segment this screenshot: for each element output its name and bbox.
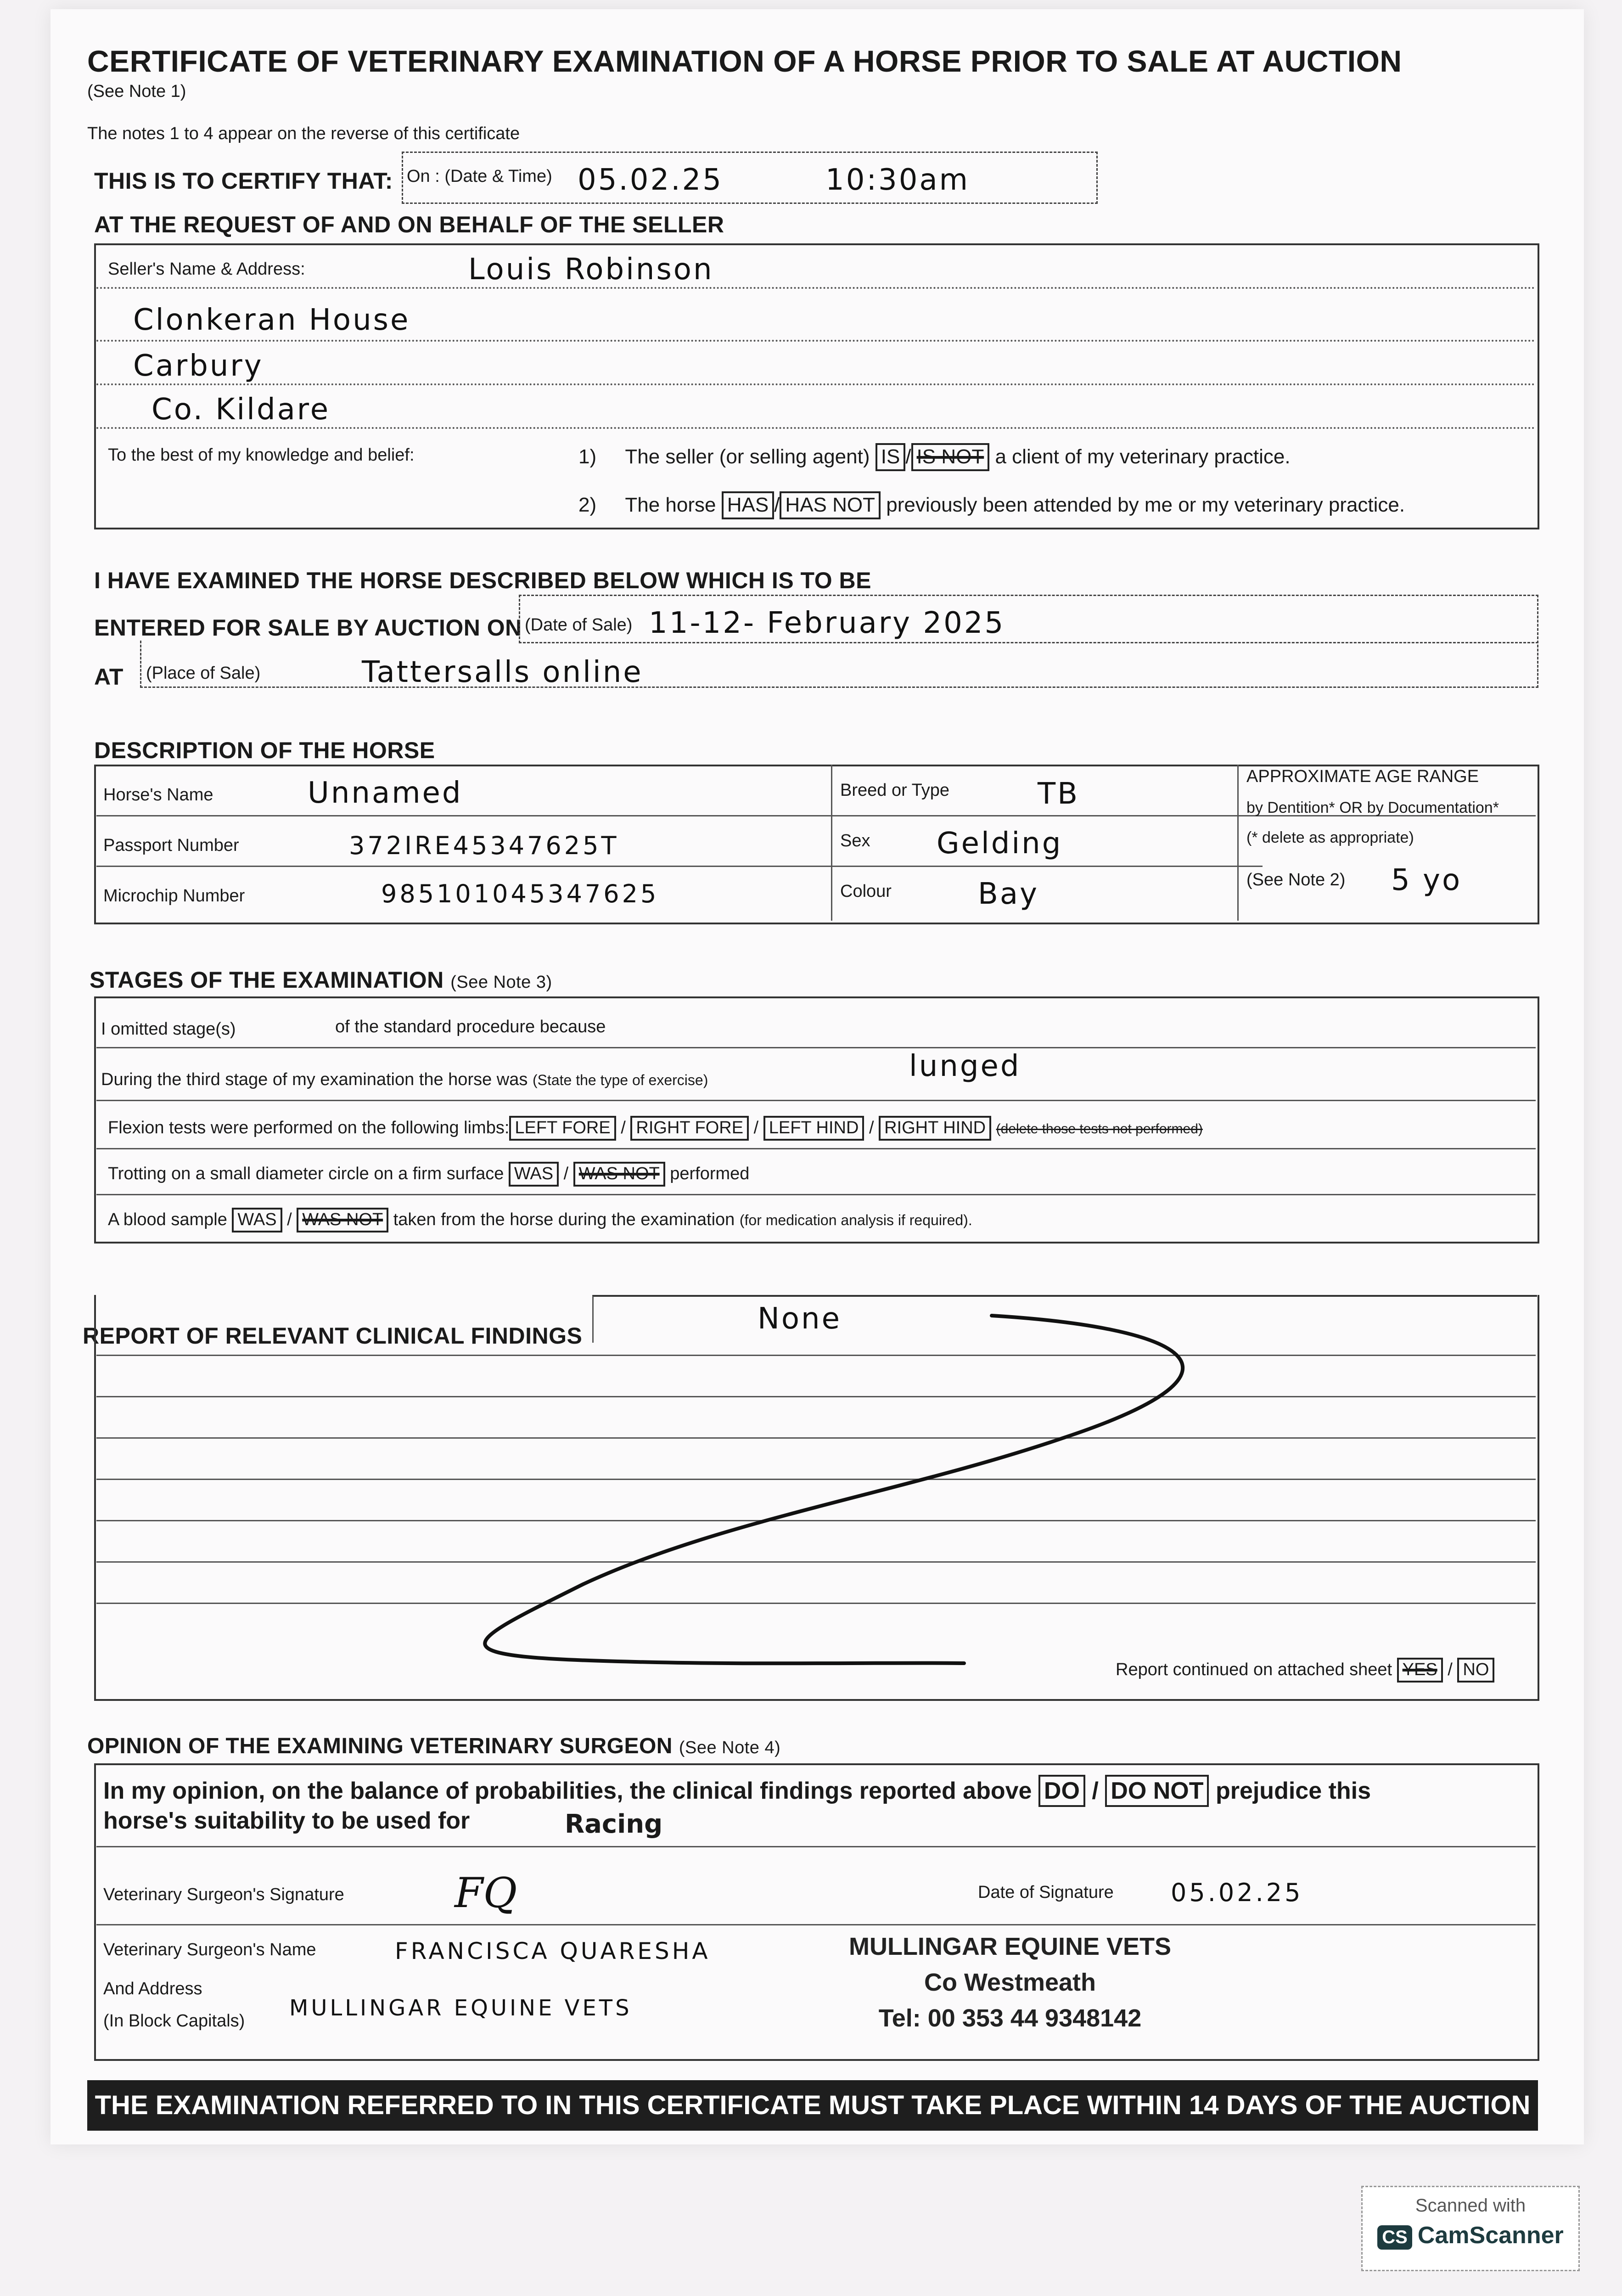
seller-heading: AT THE REQUEST OF AND ON BEHALF OF THE SELLER: [94, 212, 724, 237]
camscanner-brand: [1363, 2222, 1578, 2250]
seller-line-2: [96, 340, 1536, 342]
blood-was-option: WAS: [232, 1208, 282, 1232]
on-date-time-label: On : (Date & Time): [407, 167, 552, 186]
blood-was-not-option: WAS NOT: [297, 1208, 388, 1232]
opinion-text-2: prejudice this: [1215, 1778, 1371, 1804]
desc-col-line-1: [831, 765, 832, 921]
opinion-text-3: horse's suitability to be used for: [103, 1807, 470, 1834]
item2-text: The horse: [625, 494, 716, 516]
stamp-line-2: Co Westmeath: [924, 1969, 1096, 1996]
vet-name-label: Veterinary Surgeon's Name: [103, 1940, 316, 1959]
left-fore-option: LEFT FORE: [509, 1116, 616, 1141]
seller-address-line-2: Carbury: [133, 349, 264, 383]
certify-label: THIS IS TO CERTIFY THAT:: [94, 168, 393, 194]
place-of-sale-label: (Place of Sale): [146, 664, 261, 683]
age-value: 5 yo: [1391, 863, 1462, 897]
vet-name: FRANCISCA QUARESHA: [395, 1938, 711, 1964]
age-by: by Dentition* OR by Documentation*: [1246, 799, 1499, 816]
trot-was-option: WAS: [509, 1162, 559, 1187]
continued-yes-option: YES: [1397, 1658, 1443, 1683]
trotting-statement: Trotting on a small diameter circle on a firm surface WAS / WAS NOT performed: [108, 1162, 749, 1187]
desc-col-line-2: [1237, 765, 1239, 921]
do-not-option: DO NOT: [1105, 1775, 1209, 1807]
sale-place-box: [140, 641, 1538, 688]
item1-number: 1): [578, 445, 597, 468]
seller-frame: [94, 243, 1539, 529]
report-continued-label: Report continued on attached sheet: [1116, 1660, 1392, 1679]
certify-datetime-box: [402, 152, 1098, 204]
stages-heading: [90, 967, 552, 993]
is-not-option: IS NOT: [911, 443, 990, 471]
opinion-heading: [87, 1733, 780, 1759]
blood-post: taken from the horse during the examination: [393, 1210, 735, 1229]
seller-client-statement: [578, 443, 1291, 471]
signature-label: Veterinary Surgeon's Signature: [103, 1885, 344, 1904]
date-of-sale: 11-12- February 2025: [649, 606, 1005, 640]
seller-name: Louis Robinson: [468, 253, 714, 287]
has-not-option: HAS NOT: [780, 491, 881, 519]
horse-name: Unnamed: [308, 776, 463, 810]
sale-date-box: [519, 595, 1538, 643]
third-stage-text: During the third stage of my examination the horse was: [101, 1070, 528, 1089]
item1-post: a client of my veterinary practice.: [995, 445, 1291, 468]
flexion-label: Flexion tests were performed on the following limbs:: [108, 1118, 510, 1137]
left-hind-option: LEFT HIND: [763, 1116, 864, 1141]
date-of-signature-label: Date of Signature: [978, 1883, 1114, 1902]
flexion-delete-note: (delete those tests not performed): [996, 1121, 1203, 1137]
opinion-heading-text: OPINION OF THE EXAMINING VETERINARY SURGEON: [87, 1734, 673, 1758]
breed-label: Breed or Type: [840, 781, 950, 800]
continued-no-option: NO: [1457, 1658, 1494, 1683]
passport-label: Passport Number: [103, 836, 239, 855]
stages-line-2: [96, 1100, 1536, 1101]
stages-line-1: [96, 1047, 1536, 1048]
notes-line: The notes 1 to 4 appear on the reverse of this certificate: [87, 124, 520, 143]
opinion-text-1: In my opinion, on the balance of probabilities, the clinical findings reported above: [103, 1778, 1032, 1804]
trot-post: performed: [670, 1164, 750, 1183]
stages-heading-note: (See Note 3): [450, 973, 552, 992]
sex: Gelding: [937, 827, 1063, 861]
item2-post: previously been attended by me or my veterinary practice.: [886, 494, 1405, 516]
certificate-page: [51, 9, 1584, 2144]
colour: Bay: [978, 877, 1039, 911]
camscanner-logo-icon: CS: [1377, 2225, 1412, 2250]
stages-line-4: [96, 1194, 1536, 1195]
item2-number: 2): [578, 494, 597, 516]
opinion-line-2: [96, 1924, 1536, 1925]
has-option: HAS: [722, 491, 774, 519]
trotting-label: Trotting on a small diameter circle on a firm surface: [108, 1164, 504, 1183]
item1-text: The seller (or selling agent): [625, 445, 870, 468]
seller-line-4: [96, 427, 1536, 429]
opinion-statement: In my opinion, on the balance of probabilities, the clinical findings reported above DO / DO NOT prejudice this: [103, 1775, 1371, 1807]
address-label: And Address: [103, 1979, 202, 1998]
stamp-line-3: Tel: 00 353 44 9348142: [878, 2004, 1142, 2032]
seller-address-line-3: Co. Kildare: [152, 393, 331, 427]
slash: /: [774, 494, 780, 516]
camscanner-badge: [1361, 2186, 1580, 2271]
blood-label: A blood sample: [108, 1210, 227, 1229]
is-option: IS: [876, 443, 906, 471]
stages-heading-text: STAGES OF THE EXAMINATION: [90, 967, 444, 993]
knowledge-label: To the best of my knowledge and belief:: [108, 445, 415, 465]
opinion-line-1: [96, 1846, 1536, 1847]
age-see-note: (See Note 2): [1246, 870, 1346, 889]
address-label-2: (In Block Capitals): [103, 2011, 245, 2031]
see-note-1: (See Note 1): [87, 82, 186, 101]
right-hind-option: RIGHT HIND: [879, 1116, 991, 1141]
sex-label: Sex: [840, 831, 870, 850]
flexion-tests: Flexion tests were performed on the following limbs: LEFT FORE / RIGHT FORE / LEFT HIND / RIGHT HIND (delete those tests not performed): [108, 1116, 1203, 1141]
seller-line-3: [96, 383, 1536, 385]
vet-address: MULLINGAR EQUINE VETS: [289, 1995, 632, 2021]
omitted-stage-because: of the standard procedure because: [335, 1017, 606, 1036]
scanned-with-text: Scanned with: [1415, 2195, 1526, 2216]
opinion-heading-note: (See Note 4): [679, 1738, 781, 1757]
third-stage-exercise: lunged: [909, 1049, 1021, 1083]
suitability-use: Racing: [565, 1809, 663, 1839]
certify-date: 05.02.25: [578, 163, 723, 197]
right-fore-option: RIGHT FORE: [630, 1116, 749, 1141]
horse-attended-statement: [578, 491, 1405, 519]
clinical-findings: None: [758, 1302, 842, 1336]
do-option: DO: [1038, 1775, 1085, 1807]
third-stage-note: (State the type of exercise): [532, 1072, 708, 1088]
seller-address-line-1: Clonkeran House: [133, 303, 410, 337]
colour-label: Colour: [840, 882, 892, 901]
microchip-number: 985101045347625: [381, 879, 659, 908]
vet-signature: FQ: [455, 1869, 517, 1917]
blood-sample-statement: A blood sample WAS / WAS NOT taken from the horse during the examination (for medication analysis if required).: [108, 1208, 972, 1232]
passport-number: 372IRE45347625T: [349, 831, 619, 860]
sale-line-1: I HAVE EXAMINED THE HORSE DESCRIBED BELOW WHICH IS TO BE: [94, 568, 871, 593]
microchip-label: Microchip Number: [103, 886, 245, 906]
report-heading: REPORT OF RELEVANT CLINICAL FINDINGS: [83, 1323, 583, 1349]
sale-line-2: ENTERED FOR SALE BY AUCTION ON: [94, 615, 522, 641]
at-label: AT: [94, 664, 123, 690]
blood-note: (for medication analysis if required).: [739, 1212, 972, 1228]
practice-stamp: [803, 1929, 1217, 2036]
stages-line-3: [96, 1148, 1536, 1149]
report-continued: Report continued on attached sheet YES / NO: [1116, 1658, 1494, 1683]
desc-row-line-2: [96, 866, 1263, 867]
place-of-sale: Tattersalls online: [362, 655, 643, 689]
seller-name-label: Seller's Name & Address:: [108, 259, 305, 279]
date-of-sale-label: (Date of Sale): [525, 615, 633, 635]
certify-time: 10:30am: [825, 163, 970, 197]
description-heading: DESCRIPTION OF THE HORSE: [94, 737, 435, 763]
breed: TB: [1038, 777, 1079, 811]
omitted-stage-label: I omitted stage(s): [101, 1019, 236, 1039]
strike-through-z-mark: [399, 1300, 1272, 1667]
certificate-title: CERTIFICATE OF VETERINARY EXAMINATION OF A HORSE PRIOR TO SALE AT AUCTION: [87, 44, 1402, 78]
camscanner-brand-text: CamScanner: [1417, 2222, 1564, 2249]
horse-name-label: Horse's Name: [103, 785, 213, 805]
age-heading: APPROXIMATE AGE RANGE: [1246, 767, 1479, 786]
age-delete-note: (* delete as appropriate): [1246, 829, 1414, 846]
seller-line-1: [96, 287, 1536, 289]
date-of-signature: 05.02.25: [1171, 1878, 1303, 1907]
trot-was-not-option: WAS NOT: [573, 1162, 665, 1187]
third-stage-label: [101, 1070, 708, 1090]
stamp-line-1: MULLINGAR EQUINE VETS: [848, 1933, 1172, 1960]
slash: /: [905, 445, 911, 468]
footer-notice: THE EXAMINATION REFERRED TO IN THIS CERTIFICATE MUST TAKE PLACE WITHIN 14 DAYS OF THE AUCTION: [87, 2080, 1538, 2131]
